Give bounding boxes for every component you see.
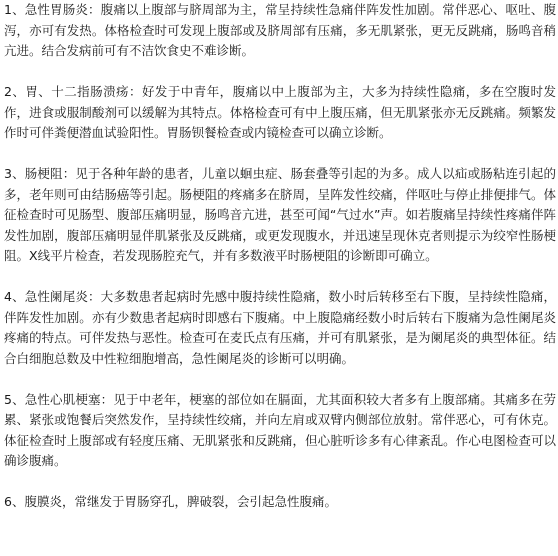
- paragraph-peritonitis: 6、腹膜炎，常继发于胃肠穿孔，脾破裂，会引起急性腹痛。: [4, 494, 337, 509]
- paragraph-spacer: [4, 472, 556, 493]
- paragraph-spacer: [4, 144, 556, 165]
- article-body: [4, 0, 556, 513]
- paragraph-spacer: [4, 267, 556, 288]
- paragraph-appendicitis: 4、急性阑尾炎：大多数患者起病时先感中腹持续性隐痛，数小时后转移至右下腹，呈持续性隐痛，伴阵发性加剧。亦有少数患者起病时即感右下腹痛。中上腹隐痛经数小时后转右下腹痛为急性阑尾炎疼痛的特点。可伴发热与恶性。检查可在麦氏点有压痛，并可有肌紧张，是为阑尾炎的典型体征。结合白细胞总数及中性粒细胞增高，急性阑尾炎的诊断可以明确。: [4, 289, 556, 366]
- paragraph-gastroenteritis: 1、急性胃肠炎：腹痛以上腹部与脐周部为主，常呈持续性急痛伴阵发性加剧。常伴恶心、呕吐、腹泻，亦可有发热。体格检查时可发现上腹部或及脐周部有压痛，多无肌紧张，更无反跳痛，肠鸣音稍亢进。结合发病前可有不洁饮食史不难诊断。: [4, 2, 556, 58]
- paragraph-peptic-ulcer: 2、胃、十二指肠溃疡：好发于中青年，腹痛以中上腹部为主，大多为持续性隐痛，多在空腹时发作，进食或服制酸剂可以缓解为其特点。体格检查可有中上腹压痛，但无肌紧张亦无反跳痛。频繁发作时可伴粪便潜血试验阳性。胃肠钡餐检查或内镜检查可以确立诊断。: [4, 84, 556, 140]
- paragraph-intestinal-obstruction: 3、肠梗阻：见于各种年龄的患者，儿童以蛔虫症、肠套叠等引起的为多。成人以疝或肠粘连引起的多，老年则可由结肠癌等引起。肠梗阻的疼痛多在脐周，呈阵发性绞痛，伴呕吐与停止排便排气。体征检查时可见肠型、腹部压痛明显，肠鸣音亢进，甚至可闻“气过水”声。如若腹痛呈持续性疼痛伴阵发性加剧，腹部压痛明显伴肌紧张及反跳痛，或更发现腹水，并迅速呈现休克者则提示为绞窄性肠梗阻。X线平片检查，若发现肠腔充气，并有多数液平时肠梗阻的诊断即可确立。: [4, 166, 556, 263]
- paragraph-spacer: [4, 62, 556, 83]
- paragraph-spacer: [4, 369, 556, 390]
- paragraph-myocardial-infarction: 5、急性心肌梗塞：见于中老年，梗塞的部位如在膈面，尤其面积较大者多有上腹部痛。其痛多在劳累、紧张或饱餐后突然发作，呈持续性绞痛，并向左肩或双臂内侧部位放射。常伴恶心，可有休克。体征检查时上腹部或有轻度压痛、无肌紧张和反跳痛，但心脏听诊多有心律紊乱。作心电图检查可以确诊腹痛。: [4, 391, 556, 468]
